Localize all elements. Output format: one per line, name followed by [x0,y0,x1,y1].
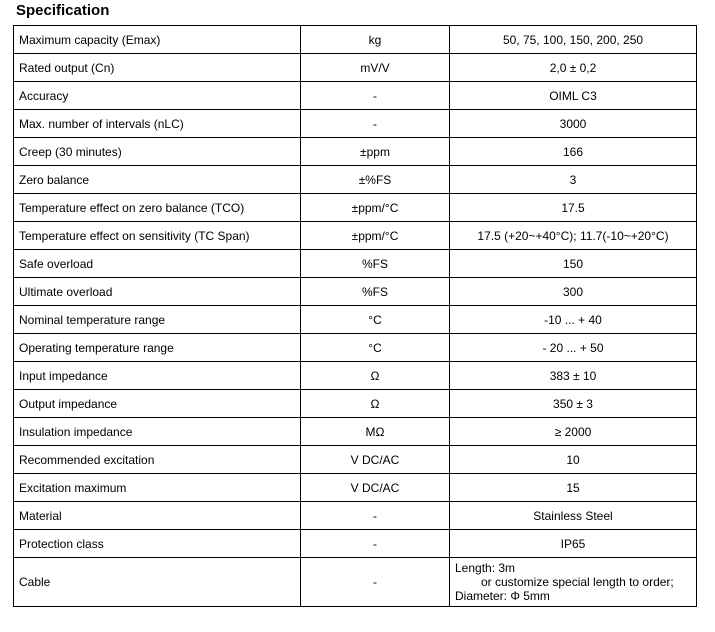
unit-cell: - [301,530,450,558]
unit-cell: V DC/AC [301,474,450,502]
unit-cell: ±ppm/°C [301,194,450,222]
param-cell: Zero balance [14,166,301,194]
param-cell: Safe overload [14,250,301,278]
value-cell: 300 [450,278,697,306]
param-cell: Accuracy [14,82,301,110]
value-cell: OIML C3 [450,82,697,110]
param-cell: Temperature effect on sensitivity (TC Span) [14,222,301,250]
param-cell: Creep (30 minutes) [14,138,301,166]
table-row [14,446,697,474]
value-cell: ≥ 2000 [450,418,697,446]
table-row [14,502,697,530]
specification-table [13,25,697,607]
table-row [14,362,697,390]
param-cell: Input impedance [14,362,301,390]
unit-cell: %FS [301,250,450,278]
table-row [14,166,697,194]
unit-cell: mV/V [301,54,450,82]
value-cell: 383 ± 10 [450,362,697,390]
table-row [14,250,697,278]
unit-cell: MΩ [301,418,450,446]
value-cell: - 20 ... + 50 [450,334,697,362]
param-cell: Ultimate overload [14,278,301,306]
param-cell: Operating temperature range [14,334,301,362]
param-cell: Recommended excitation [14,446,301,474]
value-cell: 2,0 ± 0,2 [450,54,697,82]
table-row [14,110,697,138]
param-cell: Nominal temperature range [14,306,301,334]
unit-cell: V DC/AC [301,446,450,474]
value-cell: 17.5 [450,194,697,222]
unit-cell: °C [301,334,450,362]
unit-cell: Ω [301,362,450,390]
param-cell: Output impedance [14,390,301,418]
value-cell: IP65 [450,530,697,558]
table-row [14,54,697,82]
table-row [14,474,697,502]
table-row [14,390,697,418]
param-cell: Maximum capacity (Emax) [14,26,301,54]
table-row [14,530,697,558]
cable-value-cell [450,558,697,607]
value-cell: 150 [450,250,697,278]
unit-cell: - [301,110,450,138]
value-cell: -10 ... + 40 [450,306,697,334]
param-cell: Protection class [14,530,301,558]
table-row [14,194,697,222]
value-cell: 3000 [450,110,697,138]
unit-cell: ±%FS [301,166,450,194]
table-row-cable [14,558,697,607]
unit-cell: - [301,502,450,530]
param-cell: Rated output (Cn) [14,54,301,82]
unit-cell: ±ppm/°C [301,222,450,250]
unit-cell: kg [301,26,450,54]
table-row [14,306,697,334]
cable-custom-text: or customize special length to order; [481,575,674,589]
value-cell: 15 [450,474,697,502]
value-cell: 3 [450,166,697,194]
table-row [14,278,697,306]
unit-cell: Ω [301,390,450,418]
page-title: Specification [16,2,110,19]
value-cell: 17.5 (+20~+40°C); 11.7(-10~+20°C) [450,222,697,250]
value-cell: 166 [450,138,697,166]
param-cell: Cable [14,558,301,607]
param-cell: Excitation maximum [14,474,301,502]
param-cell: Insulation impedance [14,418,301,446]
table-row [14,138,697,166]
unit-cell: - [301,558,450,607]
unit-cell: °C [301,306,450,334]
table-row [14,418,697,446]
value-cell: 350 ± 3 [450,390,697,418]
table-row [14,82,697,110]
value-cell: 50, 75, 100, 150, 200, 250 [450,26,697,54]
unit-cell: ±ppm [301,138,450,166]
table-row [14,222,697,250]
unit-cell: - [301,82,450,110]
value-cell: Stainless Steel [450,502,697,530]
param-cell: Max. number of intervals (nLC) [14,110,301,138]
value-cell: 10 [450,446,697,474]
param-cell: Temperature effect on zero balance (TCO) [14,194,301,222]
cable-diameter-text: Diameter: Φ 5mm [455,589,550,603]
table-row [14,334,697,362]
table-row [14,26,697,54]
cable-length-text: Length: 3m [455,561,516,575]
param-cell: Material [14,502,301,530]
unit-cell: %FS [301,278,450,306]
